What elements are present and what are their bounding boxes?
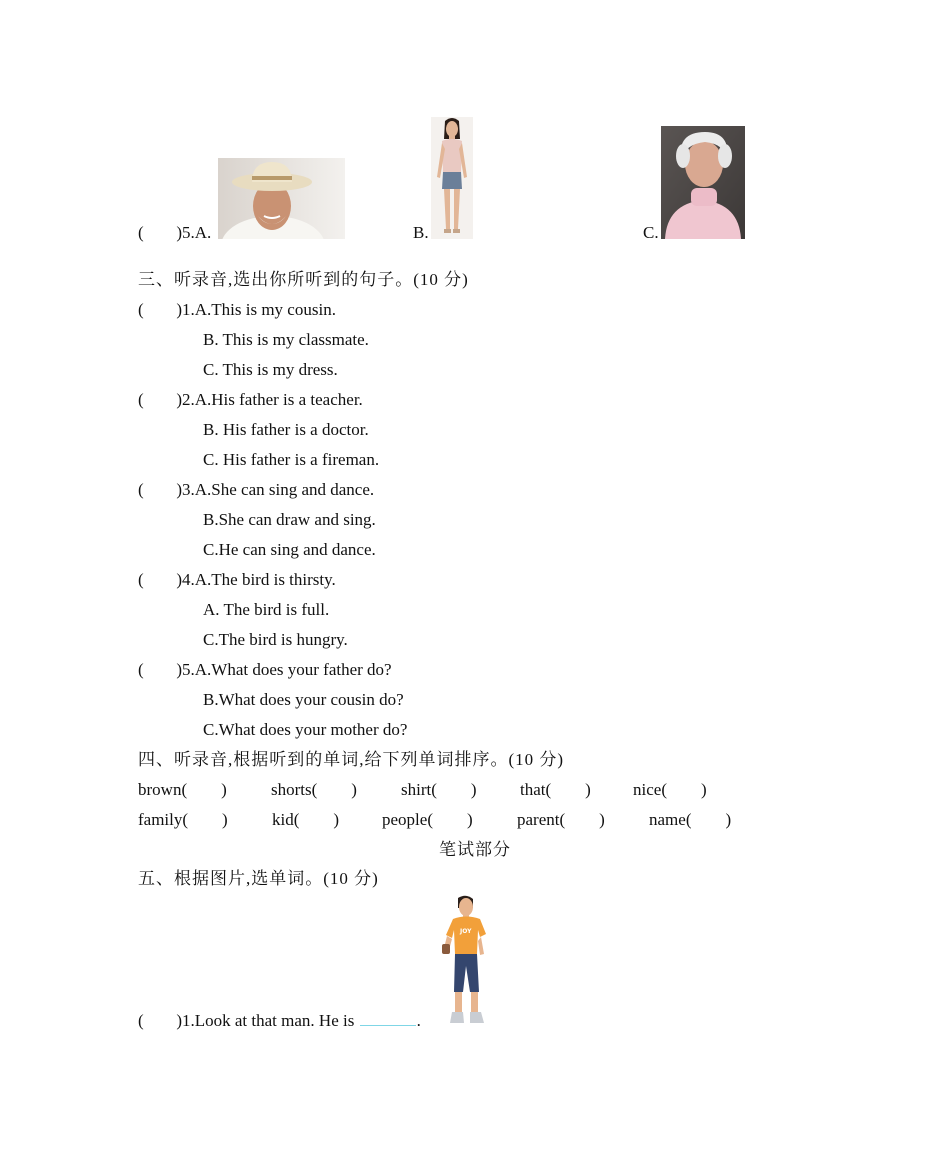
word-blank-nice[interactable]: nice( ) [633,780,707,799]
word-blank-name[interactable]: name( ) [649,810,732,829]
s3-q4-option-c: C.The bird is hungry. [203,630,348,649]
word-blank-parent[interactable]: parent( ) [517,810,605,829]
word-blank-shorts[interactable]: shorts( ) [271,780,357,799]
s3-q1-option-b: B. This is my classmate. [203,330,369,349]
s3-q2-option-a: ( ) 2.A.His father is a teacher. [138,390,363,409]
s3-q2-option-b: B. His father is a doctor. [203,420,369,439]
answer-paren[interactable]: ( ) [138,480,182,499]
section4-heading: 四、听录音,根据听到的单词,给下列单词排序。(10 分) [138,750,565,769]
s3-q4-option-b: A. The bird is full. [203,600,330,619]
s3-q5-option-a: ( ) 5.A.What does your father do? [138,660,392,679]
section3-heading: 三、听录音,选出你所听到的句子。(10 分) [138,270,469,289]
young-man-illustration [440,894,492,1028]
q5-label: 5.A. [182,223,212,242]
s5-q1-text: 1.Look at that man. He is [182,1011,355,1030]
answer-paren[interactable]: ( ) [138,1011,182,1030]
word-blank-brown[interactable]: brown( ) [138,780,227,799]
option-b-label: B. [413,223,429,242]
young-woman-photo [431,117,473,239]
option-c-label: C. [643,223,659,242]
answer-paren[interactable]: ( ) [138,300,182,319]
answer-paren[interactable]: ( ) [138,223,182,242]
s3-q1-option-c: C. This is my dress. [203,360,338,379]
answer-blank[interactable] [360,1011,416,1026]
word-blank-that[interactable]: that( ) [520,780,591,799]
s3-q3-option-b: B.She can draw and sing. [203,510,376,529]
q5-picture-question [138,223,211,243]
answer-paren[interactable]: ( ) [138,660,182,679]
section5-heading: 五、根据图片,选单词。(10 分) [138,869,379,888]
s5-q1: ( ) 1.Look at that man. He is . [138,1011,421,1030]
written-part-title: 笔试部分 [439,840,511,859]
s3-q3-option-c: C.He can sing and dance. [203,540,376,559]
s3-q1-option-a: ( ) 1.A.This is my cousin. [138,300,336,319]
answer-paren[interactable]: ( ) [138,570,182,589]
word-blank-people[interactable]: people( ) [382,810,473,829]
s3-q5-option-c: C.What does your mother do? [203,720,408,739]
word-blank-shirt[interactable]: shirt( ) [401,780,477,799]
s3-q5-option-b: B.What does your cousin do? [203,690,404,709]
word-blank-kid[interactable]: kid( ) [272,810,340,829]
s3-q2-option-c: C. His father is a fireman. [203,450,380,469]
s3-q3-option-a: ( ) 3.A.She can sing and dance. [138,480,375,499]
old-man-photo [218,158,345,239]
s3-q4-option-a: ( ) 4.A.The bird is thirsty. [138,570,336,589]
answer-paren[interactable]: ( ) [138,390,182,409]
old-woman-photo [661,126,745,239]
shirt-logo-text: JOY [460,928,472,935]
word-blank-family[interactable]: family( ) [138,810,228,829]
